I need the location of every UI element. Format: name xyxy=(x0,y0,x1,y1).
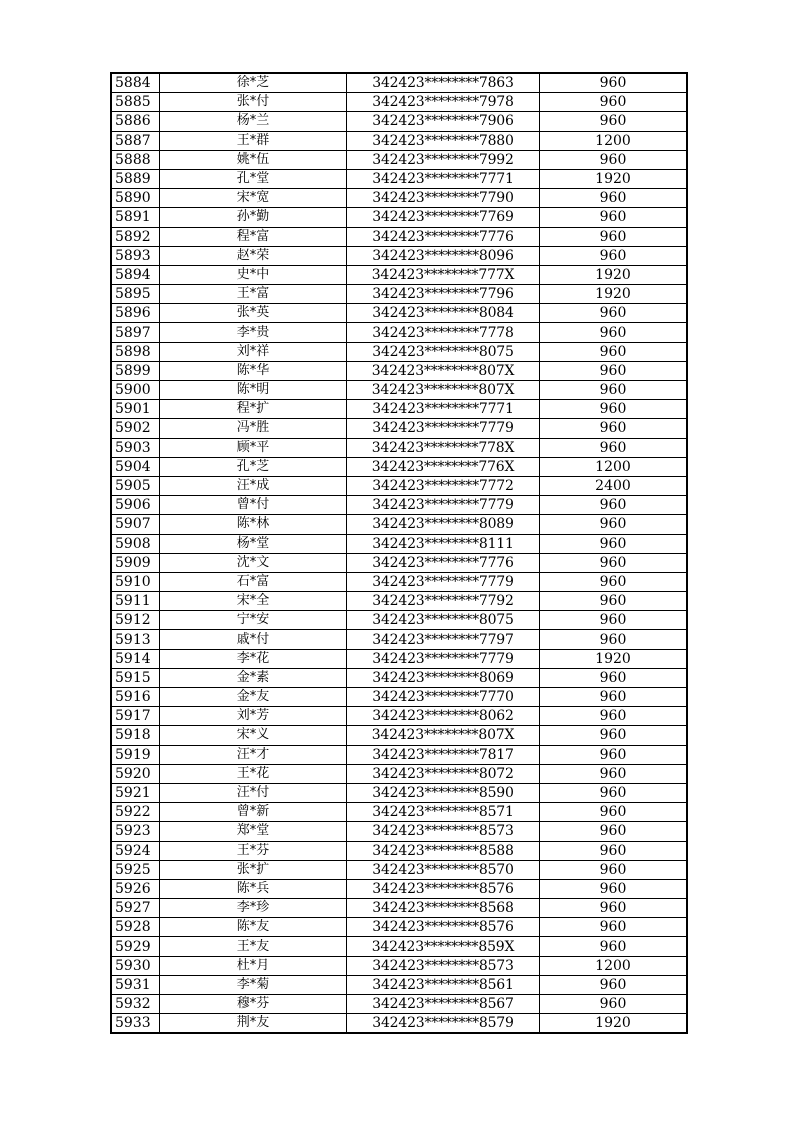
row-number-cell: 5922 xyxy=(111,803,160,822)
row-number-cell: 5932 xyxy=(111,995,160,1014)
row-number-cell: 5889 xyxy=(111,169,160,188)
name-cell: 金*友 xyxy=(160,688,347,707)
amount-cell: 960 xyxy=(540,899,688,918)
name-cell: 张*扩 xyxy=(160,860,347,879)
amount-cell: 960 xyxy=(540,304,688,323)
amount-cell: 960 xyxy=(540,726,688,745)
name-cell: 汪*付 xyxy=(160,783,347,802)
id-number-cell: 342423********7776 xyxy=(347,553,540,572)
table-row xyxy=(111,572,687,591)
row-number-cell: 5910 xyxy=(111,572,160,591)
id-number-cell: 342423********777X xyxy=(347,265,540,284)
row-number-cell: 5902 xyxy=(111,419,160,438)
id-number-cell: 342423********7771 xyxy=(347,400,540,419)
name-cell: 郑*堂 xyxy=(160,822,347,841)
table-row xyxy=(111,822,687,841)
row-number-cell: 5887 xyxy=(111,131,160,150)
table-row xyxy=(111,726,687,745)
id-number-cell: 342423********778X xyxy=(347,438,540,457)
id-number-cell: 342423********7790 xyxy=(347,189,540,208)
amount-cell: 960 xyxy=(540,323,688,342)
name-cell: 王*友 xyxy=(160,937,347,956)
id-number-cell: 342423********7779 xyxy=(347,572,540,591)
row-number-cell: 5905 xyxy=(111,476,160,495)
table-row xyxy=(111,323,687,342)
name-cell: 孔*芝 xyxy=(160,457,347,476)
id-number-cell: 342423********8573 xyxy=(347,956,540,975)
amount-cell: 960 xyxy=(540,995,688,1014)
row-number-cell: 5927 xyxy=(111,899,160,918)
id-number-cell: 342423********8571 xyxy=(347,803,540,822)
table-row xyxy=(111,400,687,419)
name-cell: 王*芬 xyxy=(160,841,347,860)
id-number-cell: 342423********7779 xyxy=(347,649,540,668)
name-cell: 史*中 xyxy=(160,265,347,284)
row-number-cell: 5913 xyxy=(111,630,160,649)
table-row xyxy=(111,496,687,515)
name-cell: 杨*兰 xyxy=(160,112,347,131)
amount-cell: 960 xyxy=(540,841,688,860)
id-number-cell: 342423********8590 xyxy=(347,783,540,802)
table-body xyxy=(111,73,687,1033)
table-row xyxy=(111,227,687,246)
row-number-cell: 5929 xyxy=(111,937,160,956)
id-number-cell: 342423********8096 xyxy=(347,246,540,265)
row-number-cell: 5930 xyxy=(111,956,160,975)
name-cell: 陈*明 xyxy=(160,381,347,400)
table-row xyxy=(111,112,687,131)
amount-cell: 960 xyxy=(540,361,688,380)
name-cell: 程*富 xyxy=(160,227,347,246)
name-cell: 刘*芳 xyxy=(160,707,347,726)
name-cell: 王*花 xyxy=(160,764,347,783)
amount-cell: 960 xyxy=(540,208,688,227)
amount-cell: 1920 xyxy=(540,265,688,284)
id-number-cell: 342423********7779 xyxy=(347,419,540,438)
name-cell: 陈*兵 xyxy=(160,879,347,898)
row-number-cell: 5906 xyxy=(111,496,160,515)
table-row xyxy=(111,361,687,380)
name-cell: 杨*堂 xyxy=(160,534,347,553)
table-row xyxy=(111,189,687,208)
row-number-cell: 5931 xyxy=(111,975,160,994)
name-cell: 李*贵 xyxy=(160,323,347,342)
row-number-cell: 5916 xyxy=(111,688,160,707)
name-cell: 戚*付 xyxy=(160,630,347,649)
amount-cell: 960 xyxy=(540,189,688,208)
table-row xyxy=(111,438,687,457)
table-row xyxy=(111,783,687,802)
id-number-cell: 342423********7817 xyxy=(347,745,540,764)
name-cell: 陈*林 xyxy=(160,515,347,534)
amount-cell: 960 xyxy=(540,879,688,898)
id-number-cell: 342423********8075 xyxy=(347,342,540,361)
table-row xyxy=(111,860,687,879)
id-number-cell: 342423********7792 xyxy=(347,592,540,611)
amount-cell: 2400 xyxy=(540,476,688,495)
row-number-cell: 5921 xyxy=(111,783,160,802)
table-row xyxy=(111,419,687,438)
amount-cell: 960 xyxy=(540,150,688,169)
row-number-cell: 5893 xyxy=(111,246,160,265)
amount-cell: 1920 xyxy=(540,649,688,668)
amount-cell: 960 xyxy=(540,515,688,534)
row-number-cell: 5894 xyxy=(111,265,160,284)
row-number-cell: 5914 xyxy=(111,649,160,668)
name-cell: 王*富 xyxy=(160,285,347,304)
name-cell: 李*菊 xyxy=(160,975,347,994)
amount-cell: 960 xyxy=(540,572,688,591)
name-cell: 曾*新 xyxy=(160,803,347,822)
row-number-cell: 5933 xyxy=(111,1014,160,1034)
table-row xyxy=(111,457,687,476)
name-cell: 孙*勤 xyxy=(160,208,347,227)
id-number-cell: 342423********8573 xyxy=(347,822,540,841)
row-number-cell: 5904 xyxy=(111,457,160,476)
name-cell: 石*富 xyxy=(160,572,347,591)
amount-cell: 960 xyxy=(540,496,688,515)
table-row xyxy=(111,803,687,822)
table-row xyxy=(111,304,687,323)
name-cell: 张*英 xyxy=(160,304,347,323)
name-cell: 宋*全 xyxy=(160,592,347,611)
table-row xyxy=(111,630,687,649)
name-cell: 宋*义 xyxy=(160,726,347,745)
id-number-cell: 342423********8075 xyxy=(347,611,540,630)
row-number-cell: 5901 xyxy=(111,400,160,419)
table-row xyxy=(111,1014,687,1034)
id-number-cell: 342423********7796 xyxy=(347,285,540,304)
amount-cell: 960 xyxy=(540,342,688,361)
table-row xyxy=(111,879,687,898)
name-cell: 陈*华 xyxy=(160,361,347,380)
row-number-cell: 5892 xyxy=(111,227,160,246)
data-table xyxy=(110,72,688,1034)
id-number-cell: 342423********7978 xyxy=(347,93,540,112)
id-number-cell: 342423********807X xyxy=(347,361,540,380)
amount-cell: 960 xyxy=(540,592,688,611)
amount-cell: 960 xyxy=(540,937,688,956)
row-number-cell: 5919 xyxy=(111,745,160,764)
amount-cell: 960 xyxy=(540,438,688,457)
amount-cell: 960 xyxy=(540,112,688,131)
row-number-cell: 5895 xyxy=(111,285,160,304)
amount-cell: 960 xyxy=(540,783,688,802)
amount-cell: 1200 xyxy=(540,131,688,150)
row-number-cell: 5923 xyxy=(111,822,160,841)
amount-cell: 960 xyxy=(540,400,688,419)
table-row xyxy=(111,515,687,534)
id-number-cell: 342423********7771 xyxy=(347,169,540,188)
id-number-cell: 342423********8579 xyxy=(347,1014,540,1034)
id-number-cell: 342423********7779 xyxy=(347,496,540,515)
table-row xyxy=(111,534,687,553)
row-number-cell: 5926 xyxy=(111,879,160,898)
table-row xyxy=(111,131,687,150)
id-number-cell: 342423********7880 xyxy=(347,131,540,150)
id-number-cell: 342423********7776 xyxy=(347,227,540,246)
id-number-cell: 342423********8069 xyxy=(347,668,540,687)
amount-cell: 960 xyxy=(540,688,688,707)
name-cell: 宋*宽 xyxy=(160,189,347,208)
table-row xyxy=(111,476,687,495)
amount-cell: 960 xyxy=(540,227,688,246)
table-row xyxy=(111,169,687,188)
name-cell: 张*付 xyxy=(160,93,347,112)
amount-cell: 960 xyxy=(540,918,688,937)
amount-cell: 960 xyxy=(540,707,688,726)
name-cell: 金*素 xyxy=(160,668,347,687)
name-cell: 孔*堂 xyxy=(160,169,347,188)
id-number-cell: 342423********7772 xyxy=(347,476,540,495)
row-number-cell: 5885 xyxy=(111,93,160,112)
row-number-cell: 5911 xyxy=(111,592,160,611)
name-cell: 沈*文 xyxy=(160,553,347,572)
id-number-cell: 342423********807X xyxy=(347,726,540,745)
table-row xyxy=(111,764,687,783)
id-number-cell: 342423********8570 xyxy=(347,860,540,879)
id-number-cell: 342423********8576 xyxy=(347,879,540,898)
id-number-cell: 342423********7797 xyxy=(347,630,540,649)
name-cell: 陈*友 xyxy=(160,918,347,937)
table-row xyxy=(111,956,687,975)
amount-cell: 960 xyxy=(540,73,688,93)
row-number-cell: 5898 xyxy=(111,342,160,361)
amount-cell: 960 xyxy=(540,246,688,265)
row-number-cell: 5900 xyxy=(111,381,160,400)
row-number-cell: 5891 xyxy=(111,208,160,227)
name-cell: 汪*才 xyxy=(160,745,347,764)
table-row xyxy=(111,649,687,668)
id-number-cell: 342423********8084 xyxy=(347,304,540,323)
name-cell: 徐*芝 xyxy=(160,73,347,93)
name-cell: 宁*安 xyxy=(160,611,347,630)
row-number-cell: 5897 xyxy=(111,323,160,342)
amount-cell: 960 xyxy=(540,611,688,630)
amount-cell: 960 xyxy=(540,419,688,438)
name-cell: 程*扩 xyxy=(160,400,347,419)
id-number-cell: 342423********8568 xyxy=(347,899,540,918)
name-cell: 李*花 xyxy=(160,649,347,668)
row-number-cell: 5915 xyxy=(111,668,160,687)
id-number-cell: 342423********8576 xyxy=(347,918,540,937)
row-number-cell: 5899 xyxy=(111,361,160,380)
id-number-cell: 342423********7778 xyxy=(347,323,540,342)
name-cell: 姚*伍 xyxy=(160,150,347,169)
id-number-cell: 342423********8561 xyxy=(347,975,540,994)
amount-cell: 960 xyxy=(540,630,688,649)
id-number-cell: 342423********859X xyxy=(347,937,540,956)
id-number-cell: 342423********8072 xyxy=(347,764,540,783)
amount-cell: 960 xyxy=(540,668,688,687)
table-row xyxy=(111,611,687,630)
name-cell: 穆*芬 xyxy=(160,995,347,1014)
row-number-cell: 5890 xyxy=(111,189,160,208)
id-number-cell: 342423********7863 xyxy=(347,73,540,93)
id-number-cell: 342423********8588 xyxy=(347,841,540,860)
amount-cell: 960 xyxy=(540,381,688,400)
table-row xyxy=(111,150,687,169)
amount-cell: 960 xyxy=(540,93,688,112)
amount-cell: 960 xyxy=(540,803,688,822)
table-row xyxy=(111,93,687,112)
name-cell: 王*群 xyxy=(160,131,347,150)
name-cell: 赵*荣 xyxy=(160,246,347,265)
id-number-cell: 342423********776X xyxy=(347,457,540,476)
id-number-cell: 342423********8567 xyxy=(347,995,540,1014)
table-row xyxy=(111,668,687,687)
amount-cell: 960 xyxy=(540,860,688,879)
table-row xyxy=(111,73,687,93)
id-number-cell: 342423********7992 xyxy=(347,150,540,169)
table-row xyxy=(111,918,687,937)
amount-cell: 960 xyxy=(540,553,688,572)
row-number-cell: 5903 xyxy=(111,438,160,457)
table-row xyxy=(111,688,687,707)
name-cell: 顾*平 xyxy=(160,438,347,457)
row-number-cell: 5884 xyxy=(111,73,160,93)
id-number-cell: 342423********8062 xyxy=(347,707,540,726)
table-row xyxy=(111,553,687,572)
table-row xyxy=(111,381,687,400)
amount-cell: 960 xyxy=(540,534,688,553)
table-row xyxy=(111,745,687,764)
amount-cell: 1920 xyxy=(540,285,688,304)
row-number-cell: 5908 xyxy=(111,534,160,553)
row-number-cell: 5924 xyxy=(111,841,160,860)
table-row xyxy=(111,975,687,994)
id-number-cell: 342423********7770 xyxy=(347,688,540,707)
table-row xyxy=(111,937,687,956)
amount-cell: 960 xyxy=(540,975,688,994)
amount-cell: 960 xyxy=(540,764,688,783)
row-number-cell: 5888 xyxy=(111,150,160,169)
row-number-cell: 5886 xyxy=(111,112,160,131)
row-number-cell: 5896 xyxy=(111,304,160,323)
name-cell: 杜*月 xyxy=(160,956,347,975)
table-row xyxy=(111,265,687,284)
table-row xyxy=(111,841,687,860)
name-cell: 荆*友 xyxy=(160,1014,347,1034)
id-number-cell: 342423********7906 xyxy=(347,112,540,131)
name-cell: 李*珍 xyxy=(160,899,347,918)
table-row xyxy=(111,899,687,918)
table-row xyxy=(111,342,687,361)
amount-cell: 1920 xyxy=(540,1014,688,1034)
amount-cell: 960 xyxy=(540,822,688,841)
table-row xyxy=(111,995,687,1014)
id-number-cell: 342423********7769 xyxy=(347,208,540,227)
id-number-cell: 342423********807X xyxy=(347,381,540,400)
table-row xyxy=(111,592,687,611)
name-cell: 刘*祥 xyxy=(160,342,347,361)
row-number-cell: 5920 xyxy=(111,764,160,783)
amount-cell: 1200 xyxy=(540,457,688,476)
row-number-cell: 5928 xyxy=(111,918,160,937)
table-row xyxy=(111,208,687,227)
name-cell: 汪*成 xyxy=(160,476,347,495)
amount-cell: 1200 xyxy=(540,956,688,975)
row-number-cell: 5907 xyxy=(111,515,160,534)
row-number-cell: 5925 xyxy=(111,860,160,879)
row-number-cell: 5909 xyxy=(111,553,160,572)
row-number-cell: 5918 xyxy=(111,726,160,745)
table-row xyxy=(111,246,687,265)
amount-cell: 960 xyxy=(540,745,688,764)
amount-cell: 1920 xyxy=(540,169,688,188)
row-number-cell: 5912 xyxy=(111,611,160,630)
table-row xyxy=(111,285,687,304)
id-number-cell: 342423********8111 xyxy=(347,534,540,553)
name-cell: 曾*付 xyxy=(160,496,347,515)
name-cell: 冯*胜 xyxy=(160,419,347,438)
id-number-cell: 342423********8089 xyxy=(347,515,540,534)
table-row xyxy=(111,707,687,726)
row-number-cell: 5917 xyxy=(111,707,160,726)
